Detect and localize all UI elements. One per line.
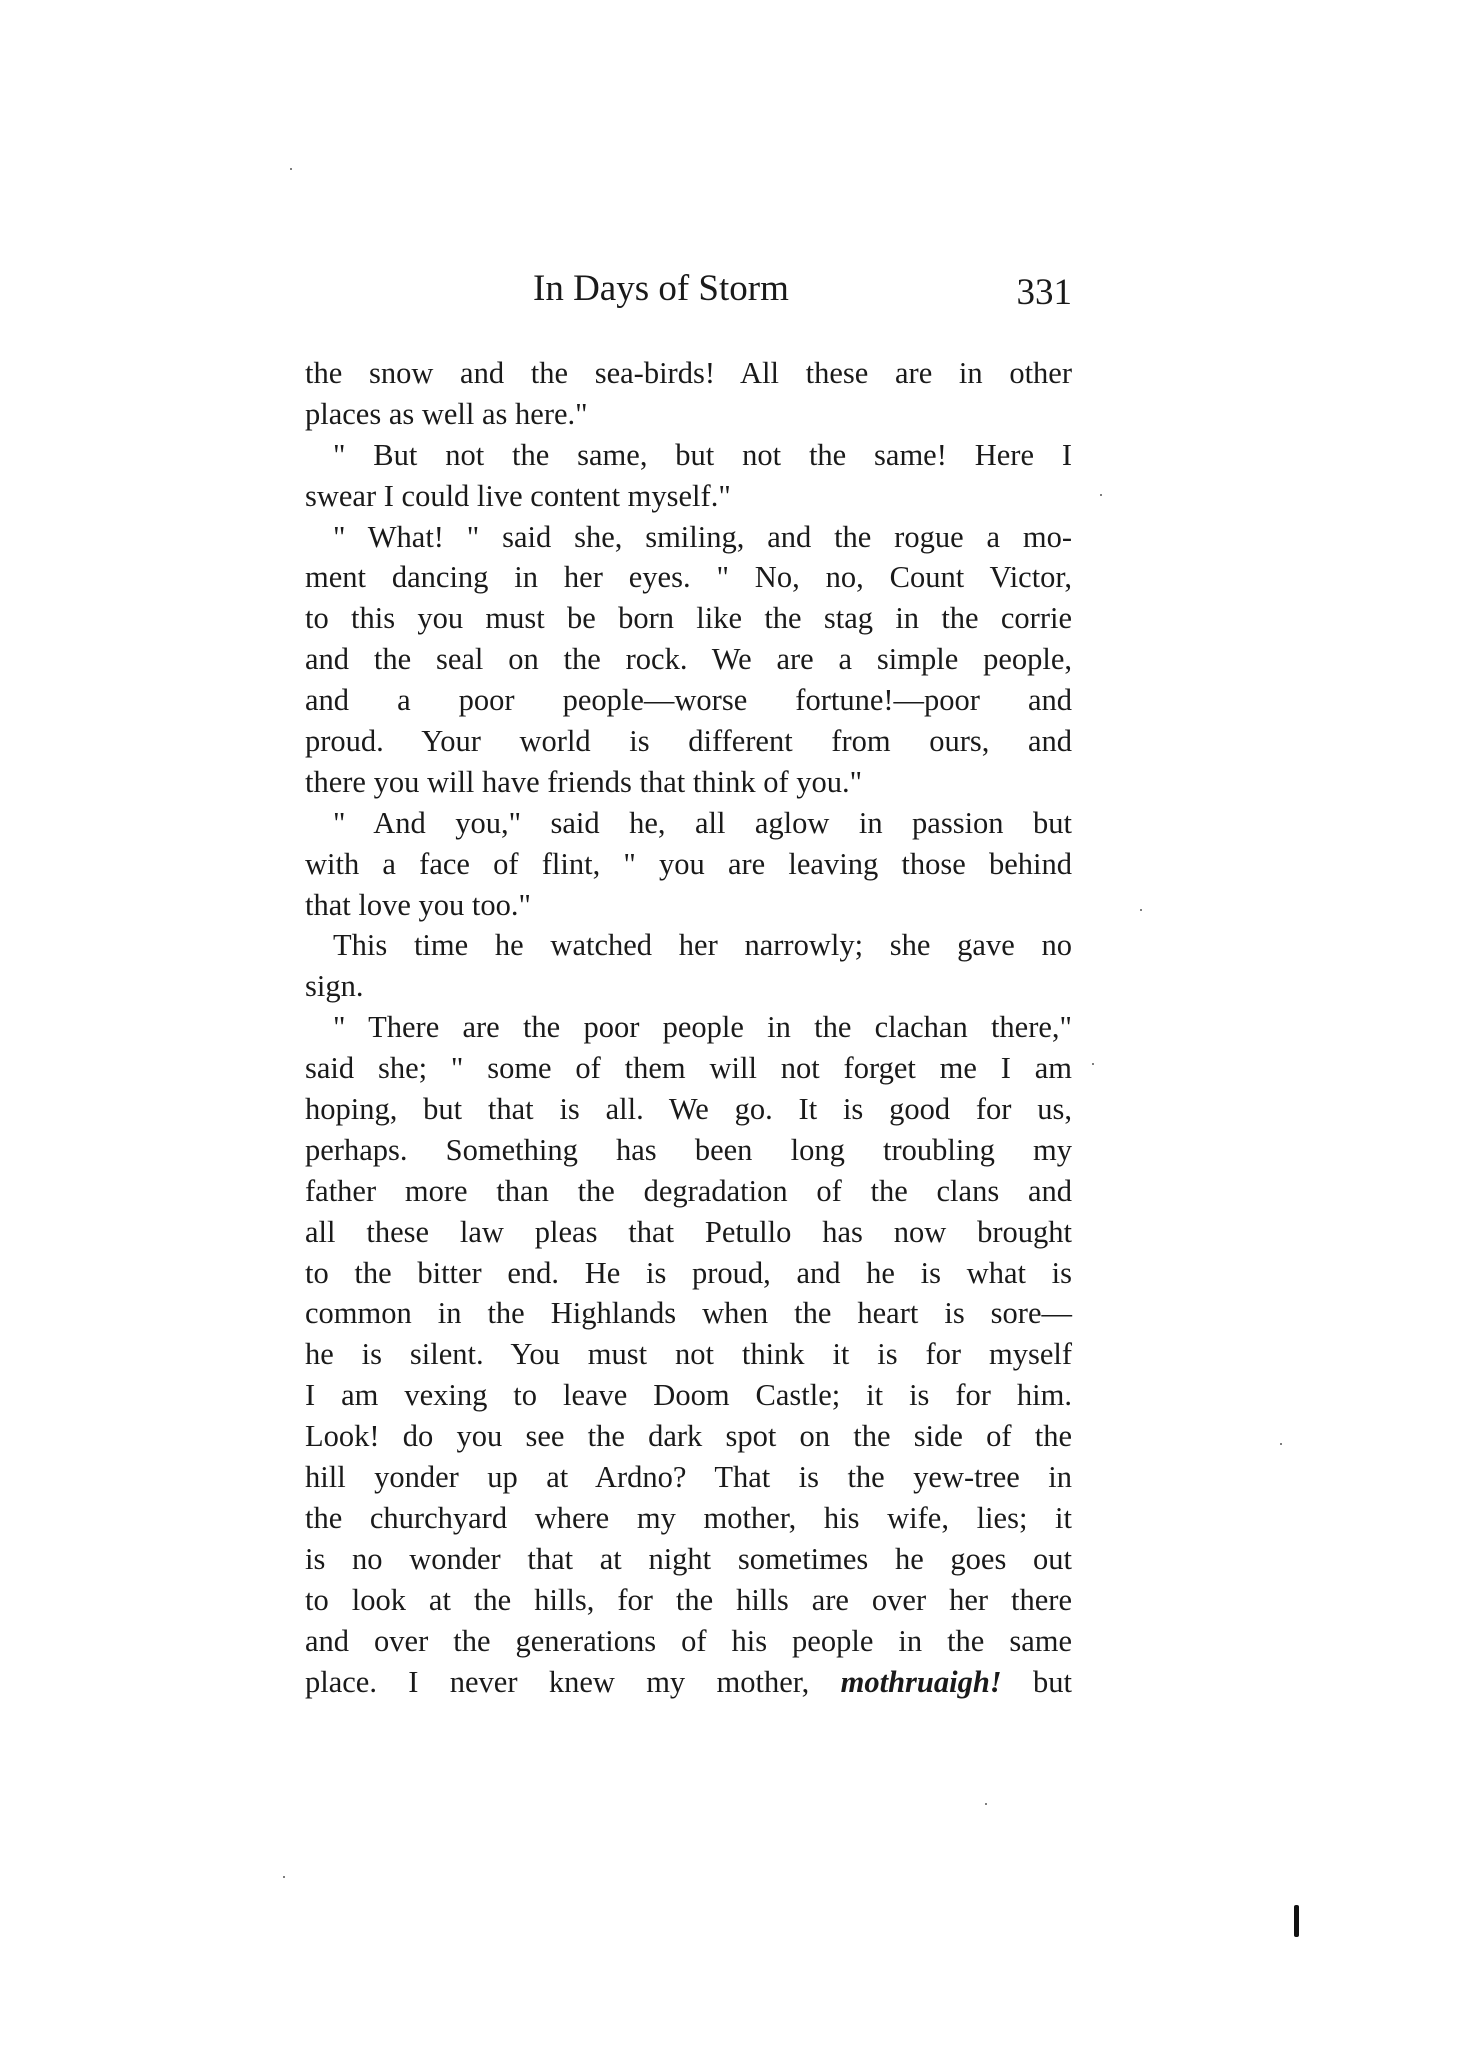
- text-line: Look! do you see the dark spot on the side of the: [305, 1419, 1072, 1454]
- text-fragment: but: [1001, 1664, 1072, 1699]
- running-title: In Days of Storm: [533, 268, 789, 309]
- page-header: [305, 264, 1072, 314]
- text-line: said she; " some of them will not forget me I am: [305, 1051, 1072, 1086]
- text-line: father more than the degradation of the clans and: [305, 1173, 1072, 1208]
- text-line: perhaps. Something has been long troubling my: [305, 1132, 1072, 1167]
- text-line: proud. Your world is different from ours, and: [305, 724, 1072, 759]
- text-line: and the seal on the rock. We are a simple people,: [305, 642, 1072, 677]
- text-line-final: [305, 1662, 1072, 1703]
- text-line: " And you," said he, all aglow in passion but: [333, 805, 1072, 840]
- body-text: [305, 353, 1072, 1702]
- text-line: sign.: [305, 969, 364, 1004]
- text-line: the snow and the sea-birds! All these are in other: [305, 356, 1072, 390]
- text-line: I am vexing to leave Doom Castle; it is for him.: [305, 1378, 1072, 1413]
- text-line: swear I could live content myself.": [305, 478, 731, 513]
- text-line: This time he watched her narrowly; she gave no: [333, 928, 1072, 963]
- paper-speck: [985, 1803, 987, 1805]
- text-line: places as well as here.": [305, 396, 588, 431]
- page-number: 331: [1016, 272, 1072, 313]
- paper-speck: [283, 1876, 285, 1878]
- text-line: all these law pleas that Petullo has now brought: [305, 1214, 1072, 1249]
- paper-speck: [1140, 909, 1142, 911]
- text-line: there you will have friends that think of you.": [305, 764, 863, 799]
- text-fragment: place. I never knew my mother,: [305, 1664, 841, 1699]
- paper-speck: [1280, 1443, 1282, 1445]
- text-line: with a face of flint, " you are leaving those behind: [305, 846, 1072, 881]
- paper-speck: [1092, 1063, 1094, 1065]
- text-line: and over the generations of his people in the same: [305, 1623, 1072, 1658]
- text-line: is no wonder that at night sometimes he goes out: [305, 1541, 1072, 1576]
- text-line: and a poor people—worse fortune!—poor and: [305, 683, 1072, 718]
- text-line: that love you too.": [305, 887, 531, 922]
- text-line: hoping, but that is all. We go. It is good for us,: [305, 1092, 1072, 1127]
- text-line: " What! " said she, smiling, and the rogue a mo-: [333, 519, 1072, 554]
- text-line: hill yonder up at Ardno? That is the yew-tree in: [305, 1460, 1072, 1495]
- text-line: to look at the hills, for the hills are over her there: [305, 1582, 1072, 1617]
- text-line: " But not the same, but not the same! Here I: [333, 437, 1072, 472]
- paper-speck: [290, 168, 292, 170]
- text-line: he is silent. You must not think it is for myself: [305, 1337, 1072, 1372]
- text-line: " There are the poor people in the clachan there,": [333, 1010, 1072, 1045]
- italic-gaelic-word: mothruaigh!: [840, 1664, 1002, 1699]
- text-line: ment dancing in her eyes. " No, no, Count Victor,: [305, 560, 1072, 595]
- text-line: to this you must be born like the stag in the corrie: [305, 601, 1072, 636]
- text-line: common in the Highlands when the heart is sore—: [305, 1296, 1072, 1331]
- page-edge-mark: [1294, 1905, 1299, 1937]
- text-line: the churchyard where my mother, his wife, lies; it: [305, 1500, 1072, 1535]
- text-line: to the bitter end. He is proud, and he is what is: [305, 1255, 1072, 1290]
- paper-speck: [1100, 494, 1102, 496]
